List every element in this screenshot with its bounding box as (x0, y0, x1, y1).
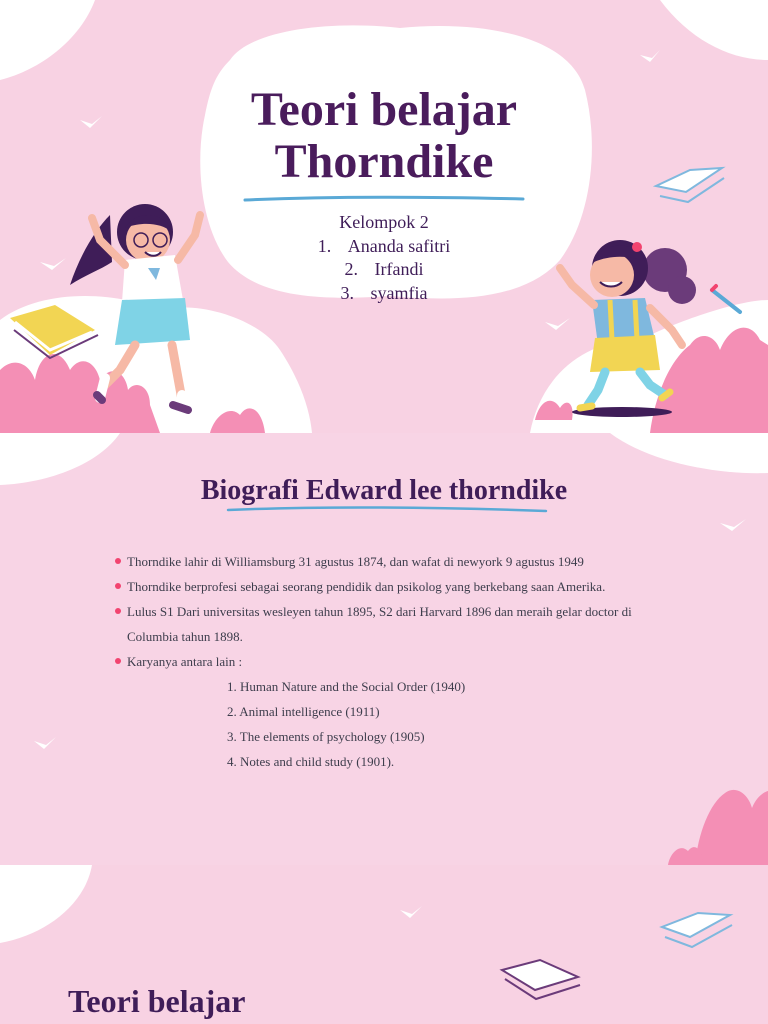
member-name: Ananda safitri (347, 235, 451, 256)
slide-title (0, 0, 768, 433)
book-icon-center (502, 960, 580, 999)
bush-bottom-right (668, 790, 768, 865)
corner-blob-top-left (0, 0, 95, 80)
work-item: 3. The elements of psychology (1905) (227, 729, 425, 744)
presentation-title (0, 84, 768, 188)
list-item: Lulus S1 Dari universitas wesleyen tahun 1895, S2 dari Harvard 1896 dan meraih gelar doctor di Columbia tahun 1898. (112, 599, 672, 649)
corner-blob-top-left (0, 865, 92, 943)
group-label: Kelompok 2 (339, 212, 429, 232)
work-item: 2. Animal intelligence (1911) (227, 704, 380, 719)
member-number: 2. (344, 259, 358, 279)
corner-blob-top-right (660, 0, 768, 60)
member-item (0, 282, 768, 306)
theory-title: Teori belajar (68, 983, 246, 1019)
member-item (0, 235, 768, 259)
list-item: Karyanya antara lain : (112, 649, 672, 674)
member-name: syamfia (370, 282, 428, 303)
book-icon-right (662, 913, 732, 947)
member-number: 3. (340, 282, 354, 303)
member-number: 1. (317, 235, 332, 256)
title-line-2: Thorndike (274, 135, 494, 188)
slide-theory (0, 865, 768, 1024)
title-line-1: Teori belajar (250, 83, 518, 136)
biography-list (112, 549, 672, 674)
biography-title: Biografi Edward lee thorndike (200, 475, 568, 506)
member-item (0, 258, 768, 282)
slide-biography (0, 433, 768, 865)
works-list (227, 674, 465, 774)
bird-icons (400, 906, 422, 918)
corner-blob-top-right (610, 433, 768, 473)
list-item: Thorndike lahir di Williamsburg 31 agustus 1874, dan wafat di newyork 9 agustus 1949 (112, 549, 672, 574)
biography-title-underline (228, 507, 546, 511)
member-name: Irfandi (374, 259, 424, 279)
work-item: 4. Notes and child study (1901). (227, 754, 395, 769)
work-item: 1. Human Nature and the Social Order (1940) (227, 679, 466, 694)
group-info (0, 211, 768, 305)
list-item: Thorndike berprofesi sebagai seorang pendidik dan psikolog yang berkebang saan Amerika. (112, 574, 672, 599)
